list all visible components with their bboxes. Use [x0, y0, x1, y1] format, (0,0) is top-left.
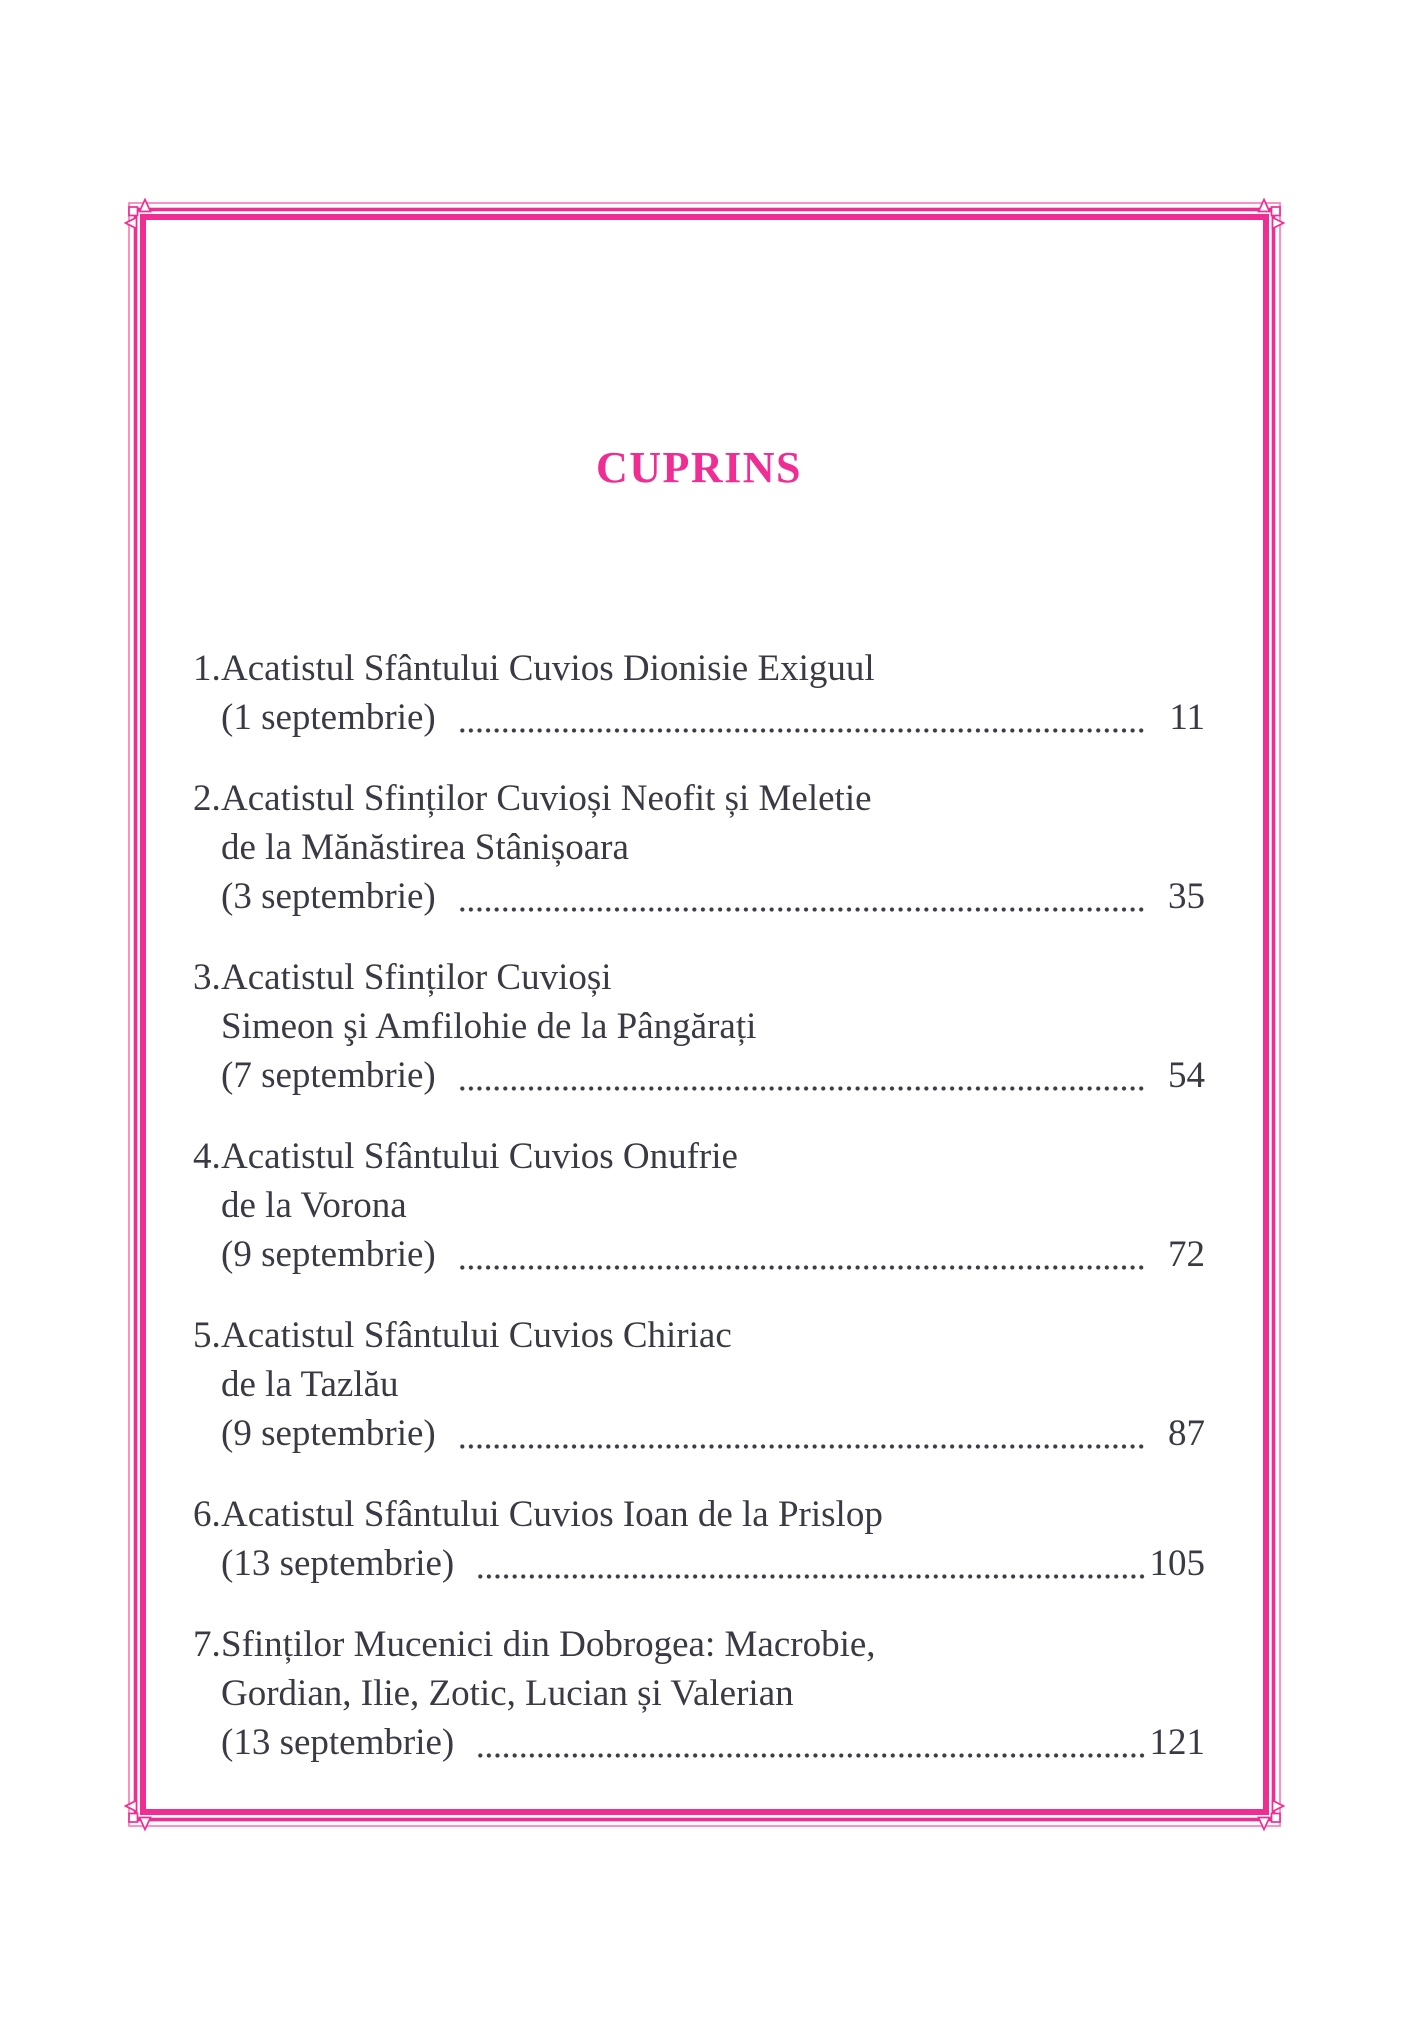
entry-page-number: 11: [1169, 697, 1205, 738]
toc-entry: [193, 1132, 1205, 1279]
entry-page-number: 87: [1168, 1413, 1205, 1454]
dot-leader: [458, 693, 1147, 742]
entry-text: [221, 1620, 1205, 1767]
entry-title-line: de la Tazlău: [221, 1364, 399, 1405]
dot-leader: [458, 1230, 1147, 1279]
entry-dotted-line: [221, 693, 1205, 742]
entry-number: 6.: [193, 1494, 221, 1535]
page-title: CUPRINS: [595, 443, 803, 492]
entry-dotted-line: [221, 1718, 1205, 1767]
toc-entry: [193, 644, 1205, 742]
dot-leader: [458, 1051, 1147, 1100]
entry-page-number: 35: [1168, 876, 1205, 917]
toc-entry: [193, 1620, 1205, 1767]
entry-title-line: Gordian, Ilie, Zotic, Lucian și Valerian: [221, 1673, 794, 1714]
entry-title-line: Acatistul Sfântului Cuvios Onufrie: [221, 1136, 738, 1177]
entry-dotted-line: [221, 1539, 1205, 1588]
toc-list: [193, 644, 1205, 1799]
entry-date: (13 septembrie): [221, 1543, 455, 1584]
entry-title-line: de la Mănăstirea Stânișoara: [221, 827, 629, 868]
entry-number: 1.: [193, 648, 221, 689]
entry-title-line: de la Vorona: [221, 1185, 407, 1226]
entry-number: 4.: [193, 1136, 221, 1177]
toc-entry: [193, 1311, 1205, 1458]
entry-page-number: 72: [1168, 1234, 1205, 1275]
entry-page-number: 121: [1149, 1722, 1205, 1763]
dot-leader: [476, 1718, 1147, 1767]
entry-text: [221, 1490, 1205, 1588]
entry-text: [221, 644, 1205, 742]
dot-leader: [458, 1409, 1147, 1458]
entry-page-number: 105: [1149, 1543, 1205, 1584]
entry-dotted-line: [221, 1051, 1205, 1100]
toc-entry: [193, 774, 1205, 921]
entry-text: [221, 774, 1205, 921]
entry-title-line: Acatistul Sfântului Cuvios Dionisie Exiguul: [221, 648, 875, 689]
entry-page-number: 54: [1168, 1055, 1205, 1096]
entry-date: (9 septembrie): [221, 1413, 436, 1454]
entry-date: (7 septembrie): [221, 1055, 436, 1096]
entry-title-line: Acatistul Sfântului Cuvios Ioan de la Prislop: [221, 1494, 883, 1535]
entry-number: 2.: [193, 778, 221, 819]
entry-dotted-line: [221, 1230, 1205, 1279]
entry-dotted-line: [221, 872, 1205, 921]
entry-title-line: Acatistul Sfinților Cuvioși Neofit și Meletie: [221, 778, 872, 819]
entry-dotted-line: [221, 1409, 1205, 1458]
entry-date: (3 septembrie): [221, 876, 436, 917]
entry-number: 5.: [193, 1315, 221, 1356]
entry-text: [221, 953, 1205, 1100]
entry-date: (9 septembrie): [221, 1234, 436, 1275]
entry-title-line: Acatistul Sfinților Cuvioși: [221, 957, 612, 998]
entry-title-line: Acatistul Sfântului Cuvios Chiriac: [221, 1315, 732, 1356]
entry-title-line: Simeon şi Amfilohie de la Pângărați: [221, 1006, 757, 1047]
entry-title-line: Sfinților Mucenici din Dobrogea: Macrobie,: [221, 1624, 876, 1665]
dot-leader: [458, 872, 1147, 921]
entry-number: 7.: [193, 1624, 221, 1665]
toc-entry: [193, 953, 1205, 1100]
dot-leader: [476, 1539, 1147, 1588]
entry-number: 3.: [193, 957, 221, 998]
toc-entry: [193, 1490, 1205, 1588]
entry-date: (1 septembrie): [221, 697, 436, 738]
entry-text: [221, 1311, 1205, 1458]
entry-date: (13 septembrie): [221, 1722, 455, 1763]
entry-text: [221, 1132, 1205, 1279]
